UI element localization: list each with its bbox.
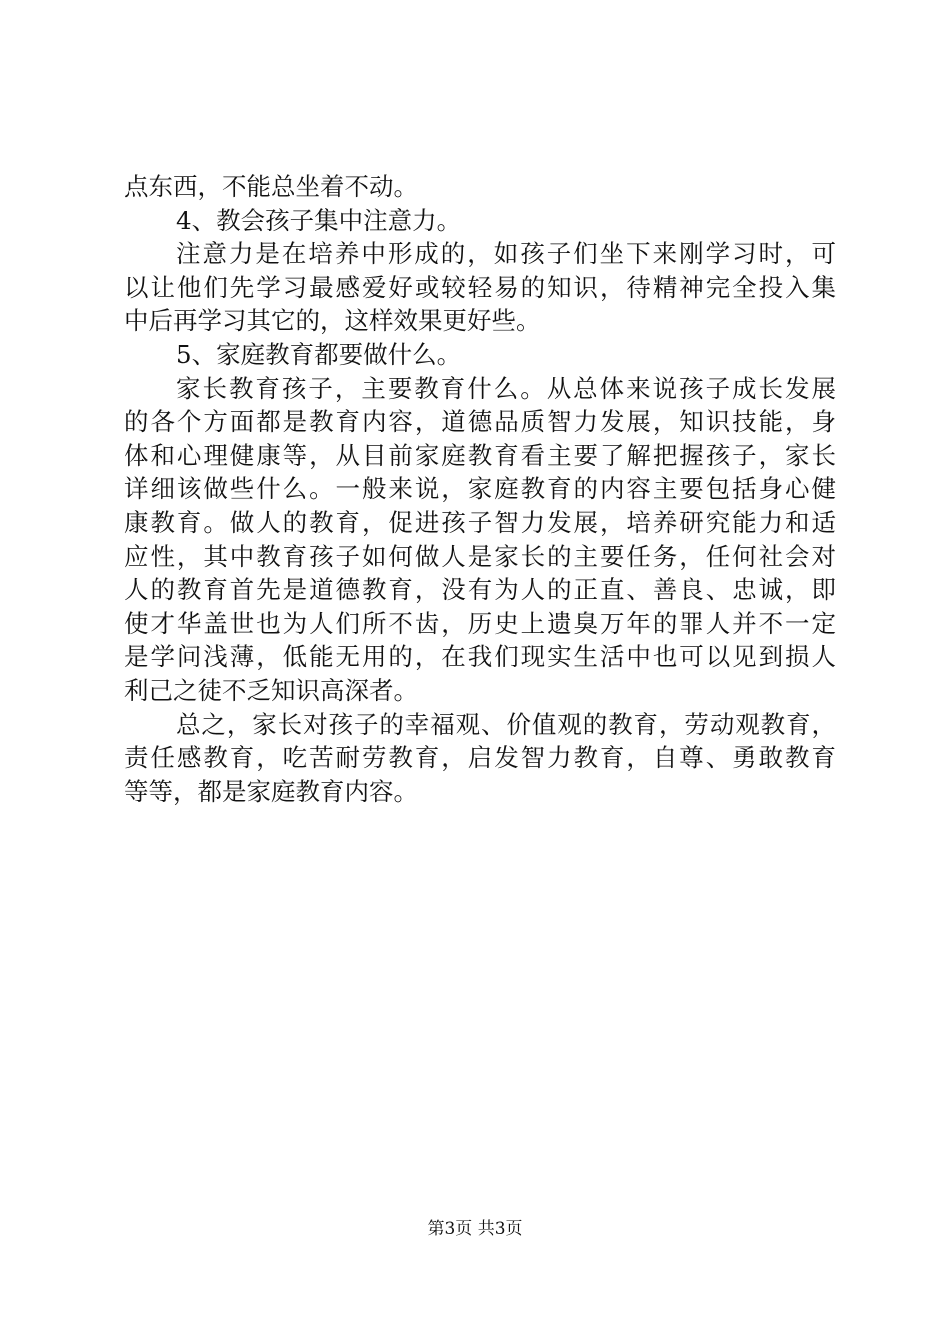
text-line: 是学问浅薄，低能无用的，在我们现实生活中也可以见到损人 [124,642,836,672]
document-body [124,170,836,808]
text-line: 利己之徒不乏知识高深者。 [124,675,418,705]
text-line: 总之，家长对孩子的幸福观、价值观的教育，劳动观教育， [176,709,836,739]
text-line: 体和心理健康等，从目前家庭教育看主要了解把握孩子，家长 [124,440,836,470]
text-line: 的各个方面都是教育内容，道德品质智力发展，知识技能，身 [124,407,836,437]
text-line: 4、教会孩子集中注意力。 [176,205,462,235]
text-line: 应性，其中教育孩子如何做人是家长的主要任务，任何社会对 [124,541,836,571]
text-line: 以让他们先学习最感爱好或较轻易的知识，待精神完全投入集 [124,272,836,302]
text-line: 责任感教育，吃苦耐劳教育，启发智力教育，自尊、勇敢教育 [124,743,836,773]
page-number-footer: 第3页 共3页 [427,1219,523,1239]
text-line: 详细该做些什么。一般来说，家庭教育的内容主要包括身心健 [124,474,836,504]
text-line: 人的教育首先是道德教育，没有为人的正直、善良、忠诚，即 [124,575,836,605]
text-line: 中后再学习其它的，这样效果更好些。 [124,306,541,336]
text-line: 使才华盖世也为人们所不齿，历史上遗臭万年的罪人并不一定 [124,608,836,638]
text-line: 家长教育孩子，主要教育什么。从总体来说孩子成长发展 [176,373,836,403]
text-line: 康教育。做人的教育，促进孩子智力发展，培养研究能力和适 [124,507,836,537]
text-line: 等等，都是家庭教育内容。 [124,776,418,806]
text-line: 注意力是在培养中形成的，如孩子们坐下来刚学习时，可 [176,239,836,269]
text-line: 点东西，不能总坐着不动。 [124,172,418,201]
text-line: 5、家庭教育都要做什么。 [176,339,462,369]
